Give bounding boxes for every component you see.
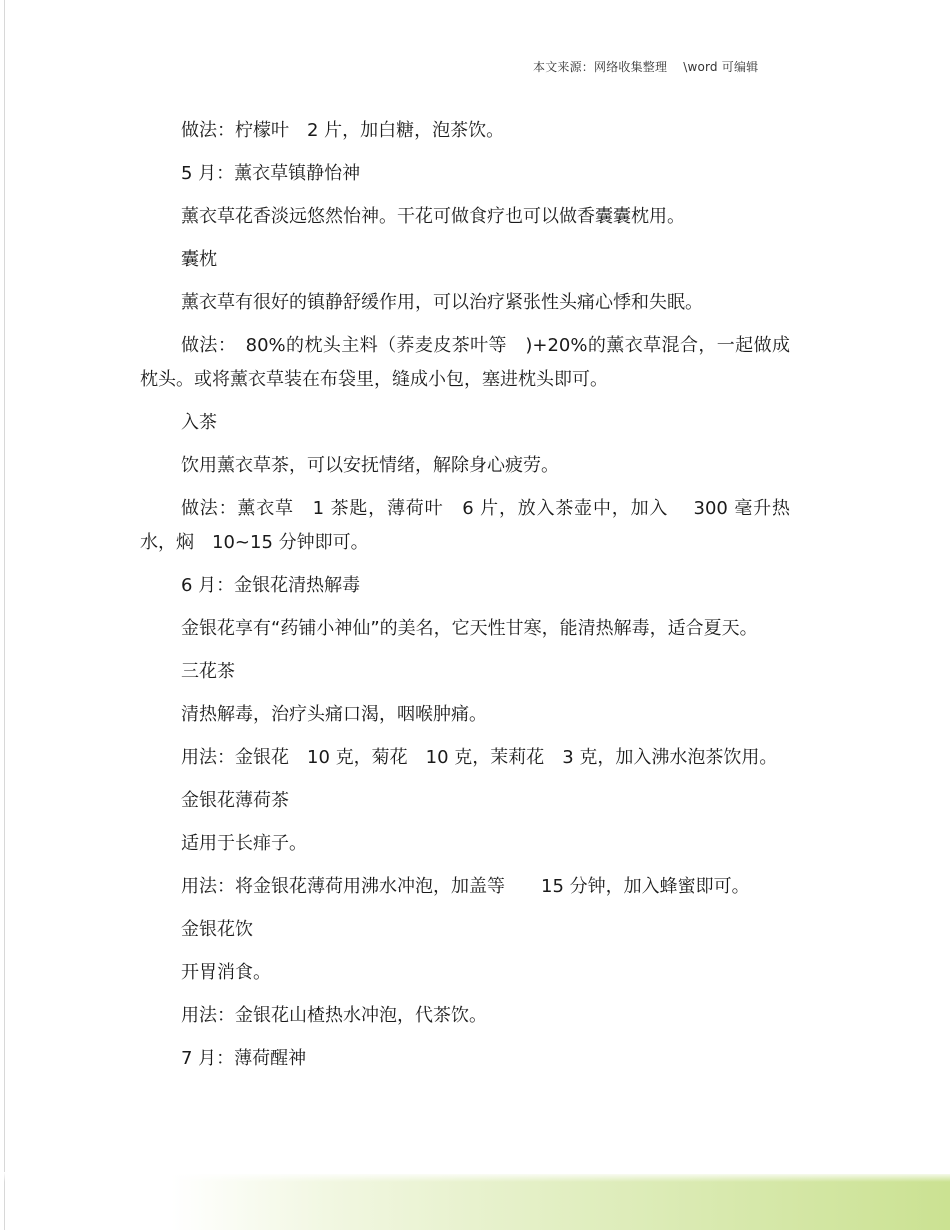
page-edge-rule [4, 0, 5, 1230]
paragraph: 饮用薰衣草茶，可以安抚情绪，解除身心疲劳。 [181, 455, 559, 476]
section-heading: 5 月：薰衣草镇静怡神 [181, 163, 361, 184]
header-source: 本文来源：网络收集整理 [533, 60, 668, 74]
section-heading: 6 月：金银花清热解毒 [181, 575, 361, 596]
subheading: 金银花薄荷茶 [181, 790, 289, 811]
paragraph: 做法： 80%的枕头主料（荞麦皮茶叶等 )+20%的薰衣草混合，一起做成枕头。或将薰衣草装在布袋里，缝成小包，塞进枕头即可。 [140, 335, 790, 390]
subheading: 入茶 [181, 412, 217, 433]
paragraph: 薰衣草有很好的镇静舒缓作用，可以治疗紧张性头痛心悸和失眠。 [181, 292, 703, 313]
paragraph: 用法：金银花 10 克，菊花 10 克，茉莉花 3 克，加入沸水泡茶饮用。 [181, 747, 778, 768]
header-note: \word 可编辑 [683, 60, 759, 74]
paragraph: 薰衣草花香淡远悠然怡神。干花可做食疗也可以做香囊囊枕用。 [181, 206, 685, 227]
page-header [533, 58, 758, 75]
paragraph: 开胃消食。 [181, 962, 271, 983]
paragraph: 适用于长痱子。 [181, 833, 307, 854]
paragraph: 用法：将金银花薄荷用沸水冲泡，加盖等 15 分钟，加入蜂蜜即可。 [181, 876, 750, 897]
footer-gradient-band [0, 1174, 950, 1230]
paragraph: 做法：柠檬叶 2 片，加白糖，泡茶饮。 [181, 120, 505, 141]
paragraph: 清热解毒，治疗头痛口渴，咽喉肿痛。 [181, 704, 487, 725]
subheading: 三花茶 [181, 661, 235, 682]
subheading: 囊枕 [181, 249, 217, 270]
subheading: 金银花饮 [181, 919, 253, 940]
paragraph: 金银花享有“药铺小神仙”的美名，它天性甘寒，能清热解毒，适合夏天。 [181, 618, 758, 639]
paragraph: 用法：金银花山楂热水冲泡，代茶饮。 [181, 1005, 487, 1026]
paragraph: 做法：薰衣草 1 茶匙，薄荷叶 6 片，放入茶壶中，加入 300 毫升热水，焖 10~15 分钟即可。 [140, 498, 790, 553]
section-heading: 7 月：薄荷醒神 [181, 1048, 307, 1069]
footer-gradient-fade [0, 1172, 950, 1182]
document-body [140, 114, 790, 1085]
